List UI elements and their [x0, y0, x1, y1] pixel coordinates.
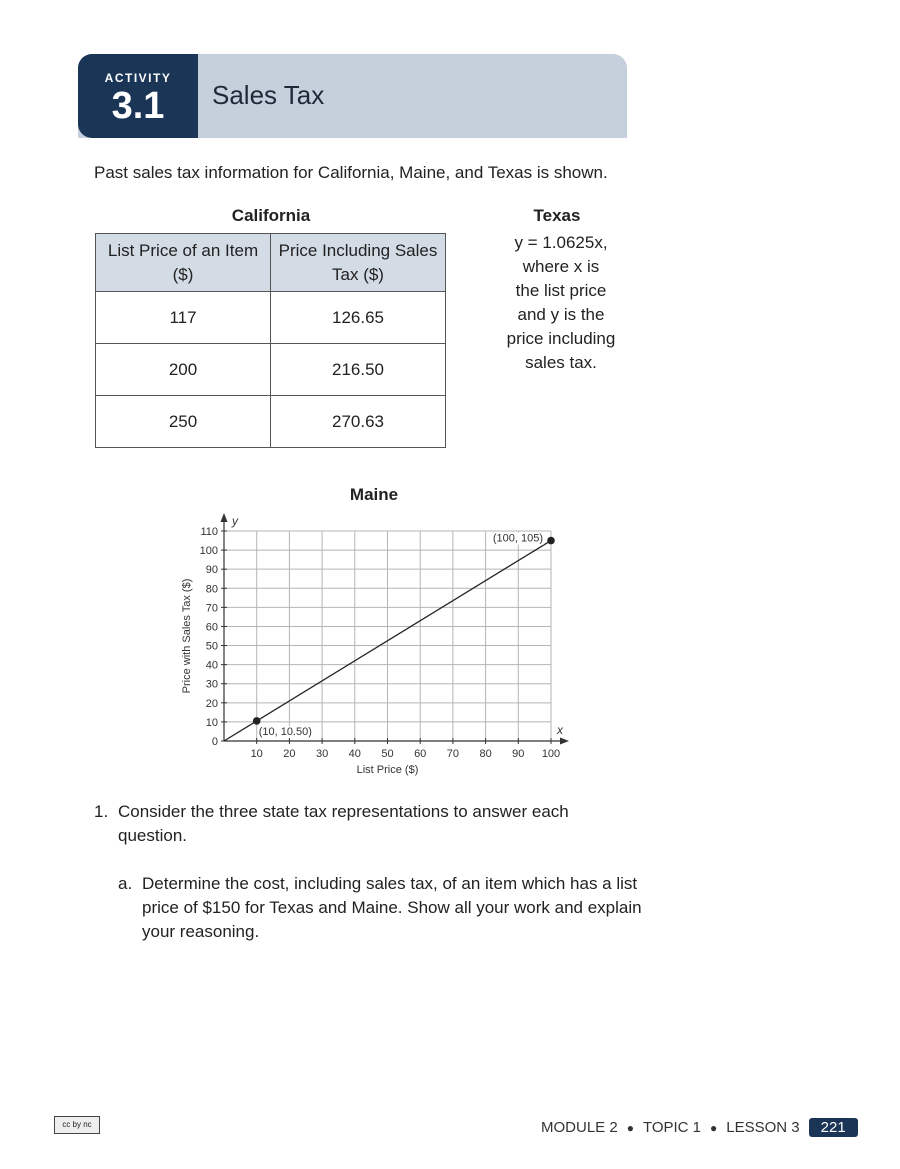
x-tick-label: 90: [512, 748, 525, 760]
table-cell: 250: [96, 396, 271, 448]
data-point: [253, 717, 261, 725]
maine-graph: [170, 505, 580, 780]
y-tick-label: 110: [200, 526, 218, 538]
footer-topic: TOPIC 1: [642, 1119, 702, 1136]
texas-line: the list price: [515, 281, 607, 300]
data-point: [547, 537, 555, 545]
y-tick-label: 100: [199, 545, 218, 558]
question-text: Determine the cost, including sales tax, of an item which has a list price of $150 for Texas and Maine. Show all your work and explain your reasoning.: [142, 874, 642, 941]
activity-title: Sales Tax: [212, 80, 325, 110]
texas-line: y = 1.0625x,: [514, 233, 608, 252]
x-tick-label: 10: [250, 748, 263, 760]
y-tick-label: 0: [211, 736, 218, 748]
x-axis-variable: x: [557, 723, 563, 737]
table-row: [96, 292, 446, 344]
california-table: [95, 233, 446, 448]
california-title: California: [231, 206, 311, 225]
table-row: [96, 396, 446, 448]
footer-breadcrumb: [541, 1118, 858, 1137]
y-tick-label: 40: [205, 659, 218, 672]
y-axis-title: Price with Sales Tax ($): [181, 578, 193, 694]
table-cell: 117: [96, 292, 271, 344]
y-tick-label: 10: [205, 716, 218, 729]
x-tick-label: 70: [446, 748, 460, 760]
table-cell: 200: [96, 344, 271, 396]
x-axis-arrow-icon: [560, 738, 569, 745]
activity-label: ACTIVITY: [104, 71, 172, 85]
activity-number: 3.1: [111, 85, 165, 127]
table-cell: 270.63: [271, 396, 446, 448]
y-tick-label: 30: [205, 678, 218, 691]
table-row: [96, 344, 446, 396]
california-header-price-with-tax: Price Including Sales Tax ($): [271, 234, 446, 292]
x-tick-label: 40: [348, 748, 361, 760]
texas-title: Texas: [533, 206, 581, 225]
x-tick-label: 100: [541, 748, 561, 760]
x-tick-label: 20: [283, 748, 296, 760]
x-tick-label: 30: [315, 748, 329, 760]
creative-commons-license-icon: cc by nc: [54, 1116, 100, 1134]
footer-lesson: LESSON 3: [726, 1119, 800, 1136]
texas-line: and y is the: [517, 305, 605, 324]
question-letter: a.: [118, 874, 133, 893]
intro-text: Past sales tax information for California, Maine, and Texas is shown.: [94, 163, 608, 182]
y-tick-label: 70: [205, 602, 218, 615]
bullet-separator: ●: [626, 1120, 634, 1135]
texas-description: [492, 231, 630, 375]
california-header-list-price: List Price of an Item ($): [96, 234, 271, 292]
table-cell: 126.65: [271, 292, 446, 344]
y-tick-label: 90: [205, 564, 218, 577]
question-text: Consider the three state tax representations to answer each question.: [118, 802, 569, 845]
data-point-label: (100, 105): [492, 532, 543, 545]
y-tick-label: 60: [205, 621, 218, 634]
maine-title: Maine: [349, 485, 399, 504]
question-number: 1.: [94, 802, 109, 821]
footer-module: MODULE 2: [541, 1119, 618, 1136]
y-axis-arrow-icon: [221, 513, 228, 522]
page-number: 221: [809, 1118, 858, 1137]
data-point-label: (10, 10.50): [258, 725, 312, 738]
x-tick-label: 80: [479, 748, 492, 760]
y-tick-label: 20: [205, 697, 218, 710]
y-tick-label: 80: [205, 583, 218, 596]
x-tick-label: 60: [414, 748, 427, 760]
bullet-separator: ●: [710, 1120, 718, 1135]
texas-line: sales tax.: [525, 353, 597, 372]
x-axis-title: List Price ($): [356, 764, 419, 776]
activity-badge: [78, 54, 198, 138]
x-tick-label: 50: [381, 748, 394, 760]
y-tick-label: 50: [205, 640, 218, 653]
y-axis-variable: y: [232, 514, 238, 528]
texas-line: price including: [506, 329, 616, 348]
table-cell: 216.50: [271, 344, 446, 396]
texas-line: where x is: [522, 257, 600, 276]
